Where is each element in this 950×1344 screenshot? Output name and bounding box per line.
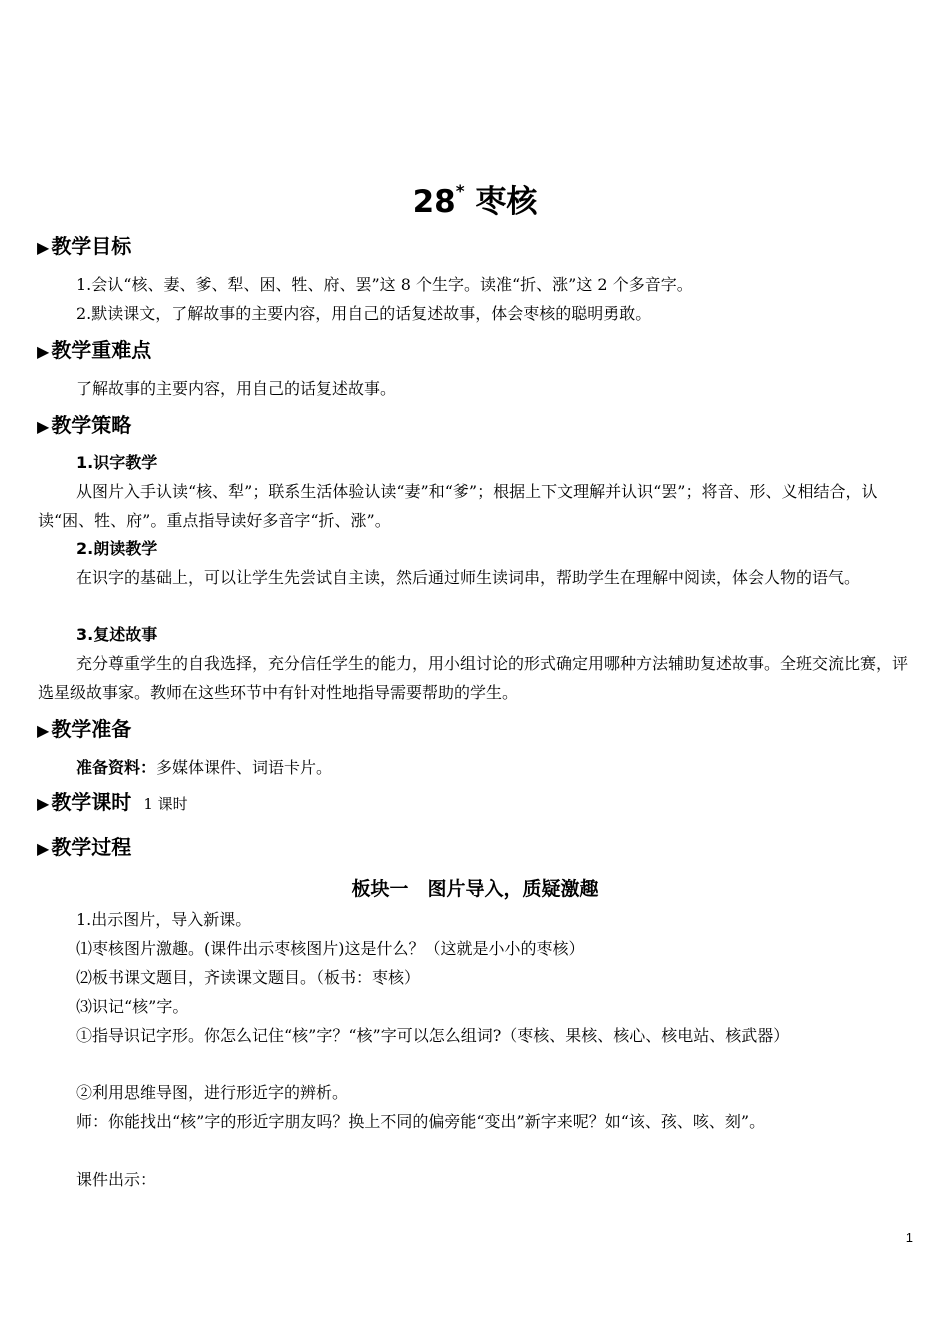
preparation-label: 准备资料： [76,758,157,777]
strategy-text: 在识字的基础上，可以让学生先尝试自主读，然后通过师生读词串，帮助学生在理解中阅读，体会人物的语气。 [76,568,861,587]
process-line: 师：你能找出“核”字的形近字朋友吗？换上不同的偏旁能“变出”新字来呢？如“该、孩、咳、刻”。 [76,1112,766,1131]
strategy-text: 从图片入手认读“核、犁”；联系生活体验认读“妻”和“爹”；根据上下文理解并认识“罢”；将音、形、义相结合，认读“困、牲、府”。重点指导读好多音字“折、涨”。 [38,482,878,530]
process-line: ⑵板书课文题目，齐读课文题目。（板书：枣核） [76,968,421,987]
heading-marker-icon: ▶ [37,794,50,813]
goal-item: 2.默读课文，了解故事的主要内容，用自己的话复述故事，体会枣核的聪明勇敢。 [76,304,652,323]
hours-value: 1 课时 [143,795,188,813]
page-number: 1 [905,1230,913,1245]
page-title [0,176,950,221]
process-line: 1.出示图片，导入新课。 [76,910,252,929]
preparation-text: 准备资料：多媒体课件、词语卡片。 [76,758,333,777]
heading-marker-icon: ▶ [37,417,50,436]
goal-item: 1.会认“核、妻、爹、犁、困、牲、府、罢”这 8 个生字。读准“折、涨”这 2 个多音字。 [76,275,693,294]
strategy-text: 充分尊重学生的自我选择，充分信任学生的能力，用小组讨论的形式确定用哪种方法辅助复述故事。全班交流比赛，评选星级故事家。教师在这些环节中有针对性地指导需要帮助的学生。 [38,654,909,702]
strategy-title: 2.朗读教学 [76,539,158,558]
heading-marker-icon: ▶ [37,839,50,858]
heading-strategy: ▶ 教学策略 [37,413,132,437]
title-text: 枣核 [475,184,538,220]
strategy-title: 1.识字教学 [76,453,158,472]
heading-hours: ▶ 教学课时 1 课时 [37,790,188,814]
process-line: ⑶识记“核”字。 [76,997,189,1016]
heading-marker-icon: ▶ [37,721,50,740]
strategy-title: 3.复述故事 [76,625,158,644]
heading-preparation: ▶ 教学准备 [37,717,132,741]
title-number: 28 [412,184,456,220]
heading-key-points: ▶ 教学重难点 [37,338,152,362]
process-line: 课件出示： [76,1170,157,1189]
process-line: ①指导识记字形。你怎么记住“核”字？“核”字可以怎么组词?（枣核、果核、核心、核电站、核武器） [76,1026,790,1045]
heading-marker-icon: ▶ [37,342,50,361]
key-points-text: 了解故事的主要内容，用自己的话复述故事。 [76,379,397,398]
title-star: * [455,181,465,202]
process-line: ⑴枣核图片激趣。(课件出示枣核图片)这是什么？（这就是小小的枣核） [76,939,585,958]
heading-goals: ▶ 教学目标 [37,234,132,258]
heading-marker-icon: ▶ [37,238,50,257]
heading-process: ▶ 教学过程 [37,835,132,859]
process-line: ②利用思维导图，进行形近字的辨析。 [76,1083,349,1102]
block-title: 板块一 图片导入，质疑激趣 [351,878,599,900]
